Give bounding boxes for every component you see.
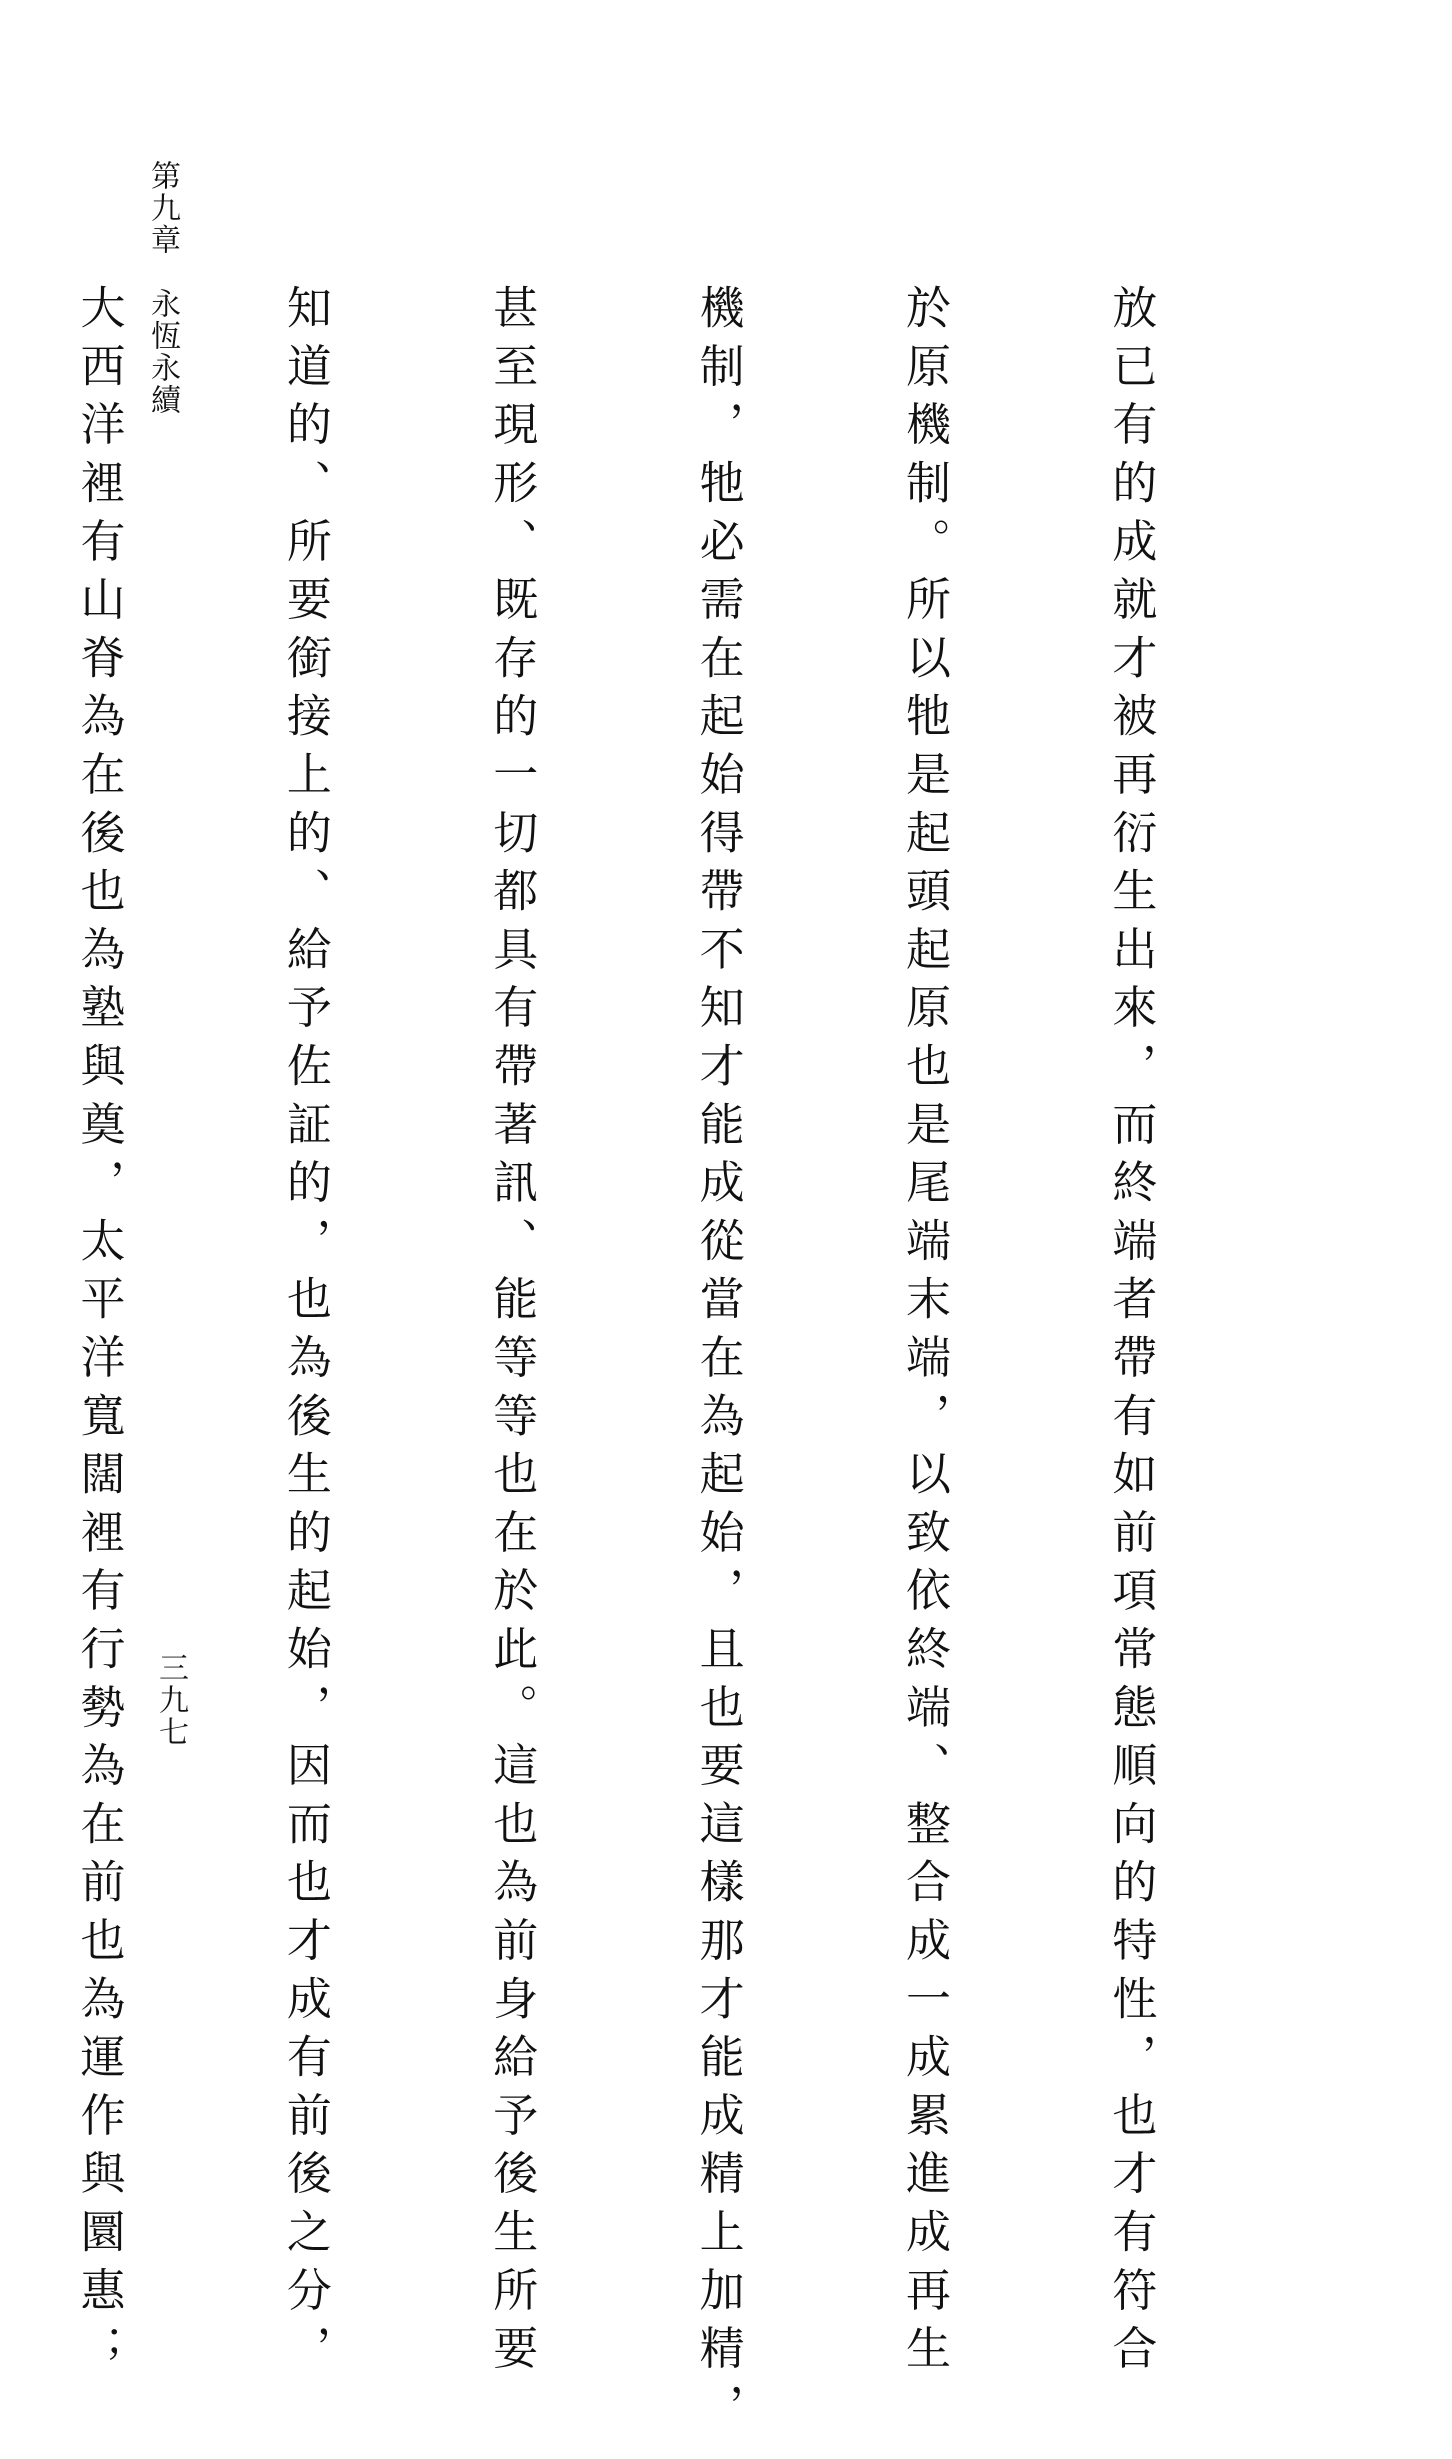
text-column: 大西洋裡有山脊為在後也為塾與奠，太平洋寬闊裡有行勢為在前也為運作與圜惠； (72, 284, 126, 2383)
chapter-title: 永恆永續 (145, 288, 180, 416)
chapter-label: 第九章 (145, 160, 180, 256)
text-column: 甚至現形、既存的一切都具有帶著訊、能等等也在於此。這也為前身給予後生所要 (485, 284, 539, 2383)
text-column: 知道的、所要銜接上的、給予佐証的，也為後生的起始，因而也才成有前後之分， (278, 284, 332, 2383)
page-number: 三九七 (153, 1652, 188, 1748)
text-column: 機制，牠必需在起始得帶不知才能成從當在為起始，且也要這樣那才能成精上加精， (691, 284, 745, 2442)
text-column: 放已有的成就才被再衍生出來，而終端者帶有如前項常態順向的特性，也才有符合 (1104, 284, 1158, 2383)
text-column: 於原機制。所以牠是起頭起原也是尾端末端，以致依終端、整合成一成累進成再生 (898, 284, 952, 2383)
